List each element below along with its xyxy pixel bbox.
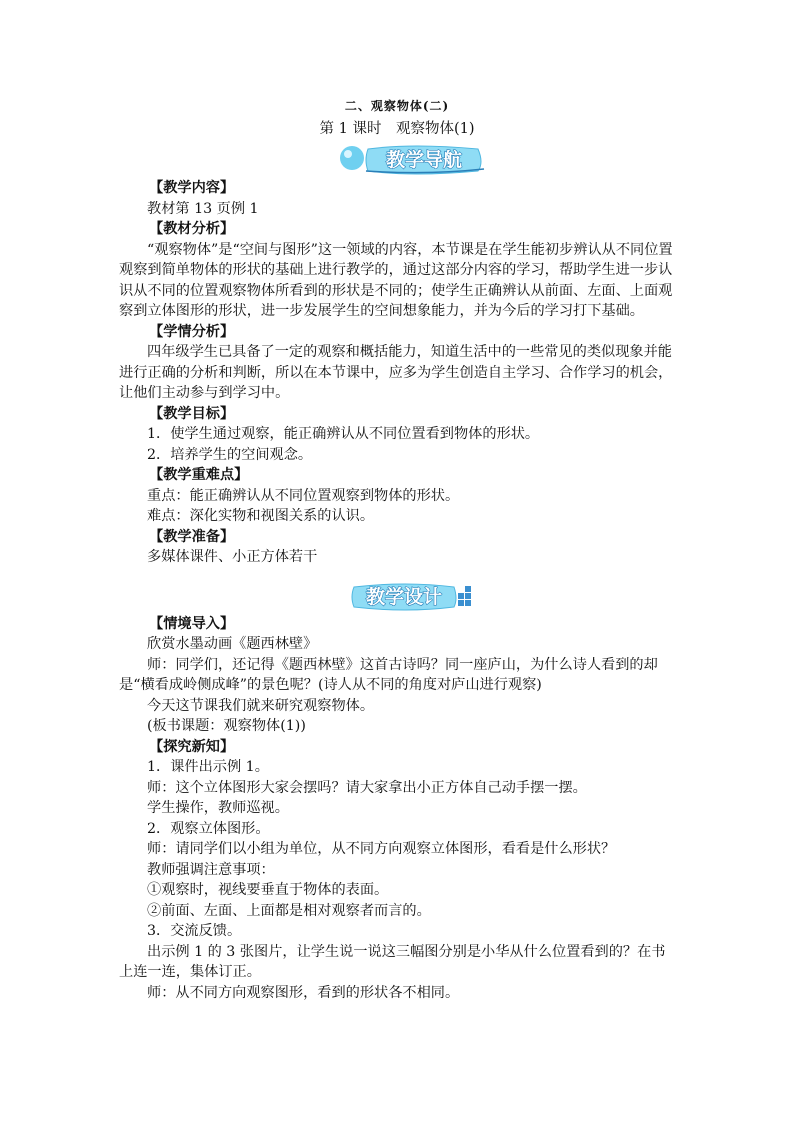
- explore-line: ②前面、左面、上面都是相对观察者而言的。: [147, 902, 431, 919]
- section-heading-student: 【学情分析】: [149, 323, 235, 340]
- explore-line: 学生操作，教师巡视。: [147, 800, 289, 816]
- section-heading-prep: 【教学准备】: [149, 528, 235, 545]
- intro-line: 欣赏水墨动画《题西林壁》: [147, 636, 318, 652]
- intro-line: 师：同学们，还记得《题西林壁》这首古诗吗？同一座庐山，为什么诗人看到的却是“横看成岭侧成峰”的景色呢？(诗人从不同的角度对庐山进行观察): [119, 656, 658, 693]
- content-text: 教材第 13 页例 1: [147, 200, 259, 217]
- explore-line: 3．交流反馈。: [147, 923, 242, 939]
- goal-item: 2．培养学生的空间观念。: [147, 446, 313, 463]
- intro-paragraph: [119, 655, 677, 696]
- prep-text: 多媒体课件、小正方体若干: [147, 549, 318, 565]
- banner-nav-text: 教学导航: [385, 149, 463, 171]
- teaching-navigation-banner: [338, 141, 486, 177]
- difficult-point: 难点：深化实物和视图关系的认识。: [147, 508, 375, 524]
- intro-line: (板书课题：观察物体(1)): [147, 718, 306, 734]
- explore-line: 出示例 1 的 3 张图片，让学生说一说这三幅图分别是小华从什么位置看到的？在书上连一连，集体订正。: [119, 943, 666, 980]
- key-point: 重点：能正确辨认从不同位置观察到物体的形状。: [147, 487, 460, 504]
- student-paragraph: [119, 342, 677, 404]
- section-heading-intro: 【情境导入】: [149, 615, 235, 632]
- explore-line: 2．观察立体图形。: [147, 820, 270, 837]
- explore-line: 师：从不同方向观察图形，看到的形状各不相同。: [147, 984, 460, 1001]
- banner-design-text: 教学设计: [365, 586, 443, 608]
- unit-title: 二、观察物体(二): [344, 99, 450, 113]
- explore-paragraph: [119, 942, 677, 983]
- design-banner-gap: [147, 568, 677, 614]
- section-heading-goals: 【教学目标】: [149, 405, 235, 422]
- explore-line: ①观察时，视线要垂直于物体的表面。: [147, 882, 389, 898]
- analysis-paragraph: [119, 240, 677, 322]
- section-heading-explore: 【探究新知】: [149, 738, 235, 755]
- explore-line: 1．课件出示例 1。: [147, 759, 269, 775]
- section-heading-key: 【教学重难点】: [149, 467, 249, 483]
- section-heading-analysis: 【教材分析】: [149, 221, 235, 237]
- explore-line: 师：请同学们以小组为单位，从不同方向观察立体图形，看看是什么形状？: [147, 841, 616, 857]
- banner-bubble-icon: [340, 146, 364, 170]
- goal-item: 1．使学生通过观察，能正确辨认从不同位置看到物体的形状。: [147, 426, 540, 442]
- intro-line: 今天这节课我们就来研究观察物体。: [147, 697, 375, 714]
- analysis-text: “观察物体”是“空间与图形”这一领域的内容，本节课是在学生能初步辨认从不同位置观察到简单物体的形状的基础上进行教学的，通过这部分内容的学习，帮助学生进一步认识从不同的位置观察物体所看到的形状是不同的；使学生正确辨认从前面、左面、上面观察到立体图形的形状，进一步发展学生的空间想象能力，并为今后的学习打下基础。: [119, 241, 673, 319]
- explore-line: 师：这个立体图形大家会摆吗？请大家拿出小正方体自己动手摆一摆。: [147, 779, 587, 796]
- lesson-title: 第 1 课时 观察物体(1): [319, 121, 475, 137]
- lesson-content: [119, 178, 677, 1003]
- student-text: 四年级学生已具备了一定的观察和概括能力，知道生活中的一些常见的类似现象并能进行正确的分析和判断，所以在本节课中，应多为学生创造自主学习、合作学习的机会，让他们主动参与到学习中。: [119, 344, 673, 401]
- section-heading-content: 【教学内容】: [149, 180, 235, 196]
- explore-line: 教师强调注意事项：: [147, 861, 275, 878]
